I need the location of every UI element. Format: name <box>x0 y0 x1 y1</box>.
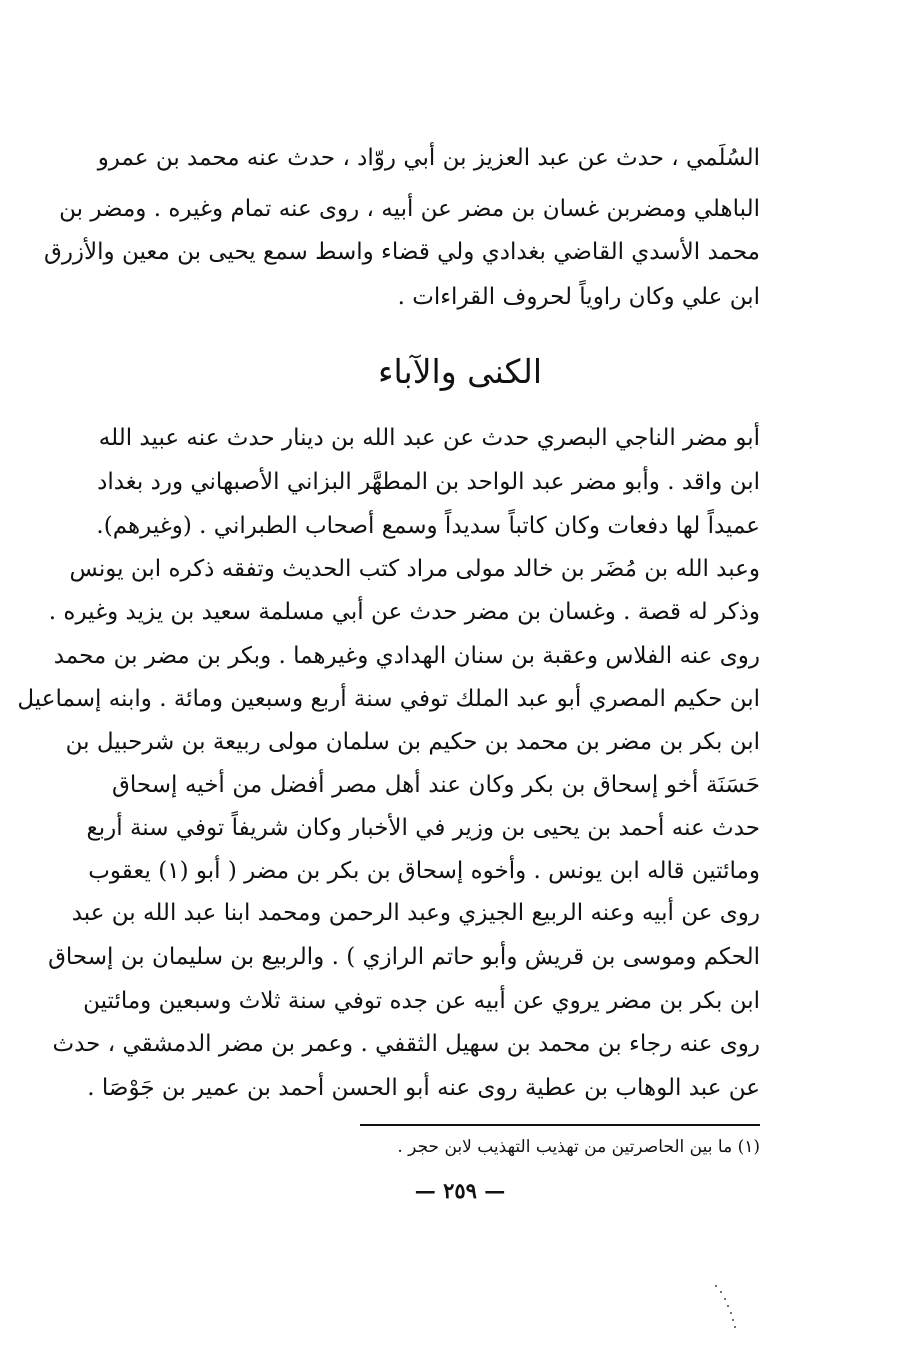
text-line: روى عنه الفلاس وعقبة بن سنان الهدادي وغيرهما . وبكر بن مضر بن محمد <box>53 643 760 669</box>
footnote-rule <box>360 1124 760 1126</box>
text-line: ابن علي وكان راوياً لحروف القراءات . <box>397 284 760 310</box>
text-line: ابن حكيم المصري أبو عبد الملك توفي سنة أربع وسبعين ومائة . وابنه إسماعيل <box>17 686 760 712</box>
text-line: أبو مضر الناجي البصري حدث عن عبد الله بن دينار حدث عنه عبيد الله <box>98 425 760 451</box>
text-line: وعبد الله بن مُضَر بن خالد مولى مراد كتب الحديث وتفقه ذكره ابن يونس <box>69 556 760 582</box>
scan-speck <box>712 1282 738 1330</box>
text-line: الحكم وموسى بن قريش وأبو حاتم الرازي ) . والربيع بن سليمان بن إسحاق <box>48 944 760 970</box>
text-line: السُلَمي ، حدث عن عبد العزيز بن أبي روّاد ، حدث عنه محمد بن عمرو <box>97 145 760 171</box>
text-line: محمد الأسدي القاضي بغدادي ولي قضاء واسط سمع يحيى بن معين والأزرق <box>43 239 760 265</box>
text-line: عن عبد الوهاب بن عطية روى عنه أبو الحسن أحمد بن عمير بن جَوْصَا . <box>87 1075 760 1101</box>
section-heading: الكنى والآباء <box>377 352 543 391</box>
text-line: الباهلي ومضربن غسان بن مضر عن أبيه ، روى عنه تمام وغيره . ومضر بن <box>59 196 760 222</box>
page-number: — ٢٥٩ — <box>414 1178 506 1203</box>
text-line: روى عن أبيه وعنه الربيع الجيزي وعبد الرحمن ومحمد ابنا عبد الله بن عبد <box>71 900 760 926</box>
text-line: ابن بكر بن مضر بن محمد بن حكيم بن سلمان مولى ربيعة بن شرحبيل بن <box>65 729 760 755</box>
text-line: حدث عنه أحمد بن يحيى بن وزير في الأخبار وكان شريفاً توفي سنة أربع <box>86 815 760 841</box>
text-line: روى عنه رجاء بن محمد بن سهيل الثقفي . وعمر بن مضر الدمشقي ، حدث <box>52 1031 760 1057</box>
text-line: ابن واقد . وأبو مضر عبد الواحد بن المطهَّر البزاني الأصبهاني ورد بغداد <box>97 469 760 495</box>
footnote: (١) ما بين الحاصرتين من تهذيب التهذيب لابن حجر . <box>397 1137 760 1157</box>
text-line: ومائتين قاله ابن يونس . وأخوه إسحاق بن بكر بن مضر ( أبو (١) يعقوب <box>88 858 760 884</box>
text-line: حَسَنَة أخو إسحاق بن بكر وكان عند أهل مصر أفضل من أخيه إسحاق <box>112 772 760 798</box>
text-line: ابن بكر بن مضر يروي عن أبيه عن جده توفي سنة ثلاث وسبعين ومائتين <box>83 988 760 1014</box>
text-line: وذكر له قصة . وغسان بن مضر حدث عن أبي مسلمة سعيد بن يزيد وغيره . <box>48 599 760 625</box>
text-line: عميداً لها دفعات وكان كاتباً سديداً وسمع أصحاب الطبراني . (وغيرهم). <box>96 513 760 539</box>
